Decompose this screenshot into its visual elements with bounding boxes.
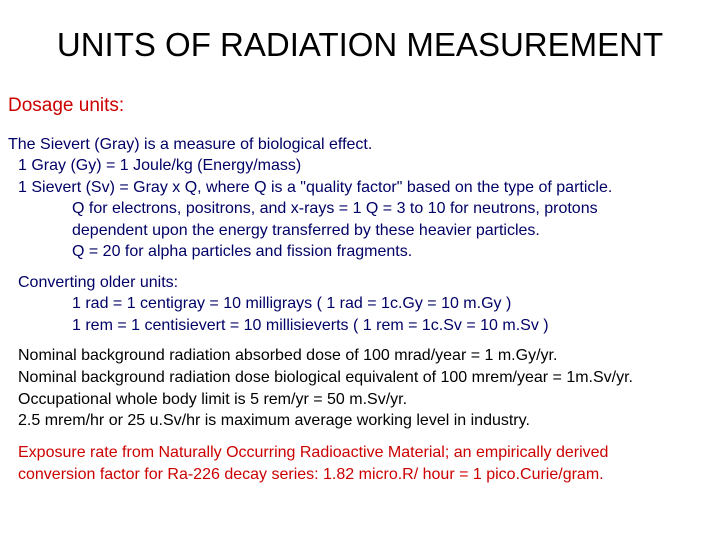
page-title: UNITS OF RADIATION MEASUREMENT [56, 26, 664, 63]
text-line: 1 rem = 1 centisievert = 10 millisieverts ( 1 rem = 1c.Sv = 10 m.Sv ) [72, 317, 549, 334]
section-heading-dosage-units: Dosage units: [8, 95, 125, 116]
text-line: Q for electrons, positrons, and x-rays = 1 Q = 3 to 10 for neutrons, protons [72, 200, 598, 217]
text-line: The Sievert (Gray) is a measure of biological effect. [8, 136, 373, 153]
text-line: Nominal background radiation absorbed dose of 100 mrad/year = 1 m.Gy/yr. [18, 347, 558, 364]
text-line: 1 rad = 1 centigray = 10 milligrays ( 1 rad = 1c.Gy = 10 m.Gy ) [72, 295, 512, 312]
text-line: Converting older units: [18, 274, 179, 291]
text-line: conversion factor for Ra-226 decay series: 1.82 micro.R/ hour = 1 pico.Curie/gram. [18, 466, 604, 483]
text-line: dependent upon the energy transferred by these heavier particles. [72, 222, 540, 239]
text-line: 1 Sievert (Sv) = Gray x Q, where Q is a "quality factor" based on the type of particle. [18, 179, 613, 196]
text-line: Exposure rate from Naturally Occurring Radioactive Material; an empirically derived [18, 444, 609, 461]
text-line: Nominal background radiation dose biological equivalent of 100 mrem/year = 1m.Sv/yr. [18, 369, 633, 386]
text-line: Occupational whole body limit is 5 rem/yr = 50 m.Sv/yr. [18, 391, 408, 408]
text-line: 1 Gray (Gy) = 1 Joule/kg (Energy/mass) [18, 157, 302, 174]
text-line: Q = 20 for alpha particles and fission fragments. [72, 243, 413, 260]
text-line: 2.5 mrem/hr or 25 u.Sv/hr is maximum average working level in industry. [18, 412, 530, 429]
